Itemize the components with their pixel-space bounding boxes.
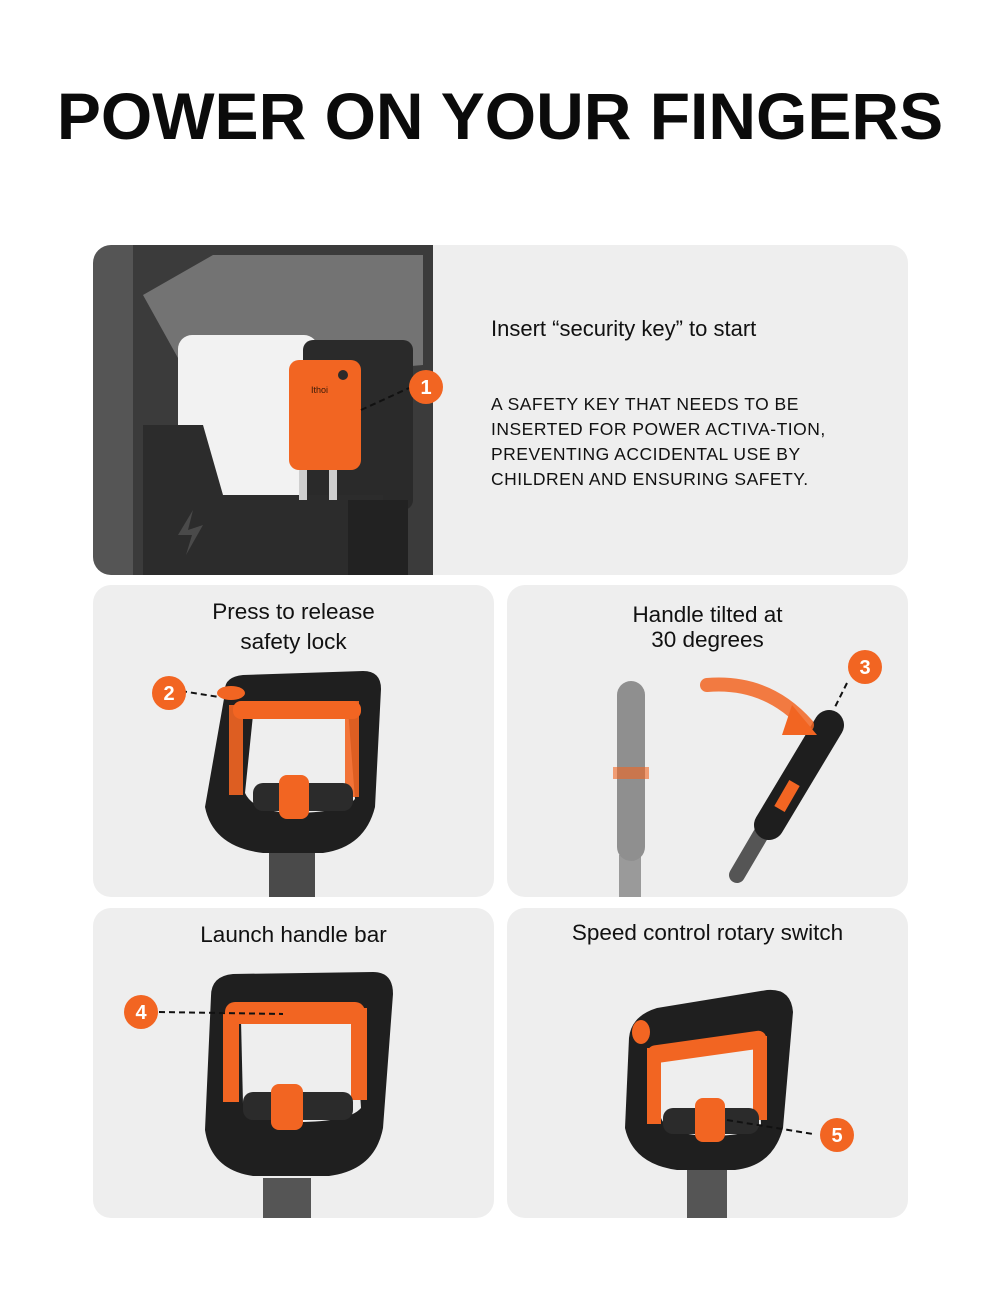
- tilted-handle-caption-1: Handle tilted at: [632, 602, 783, 627]
- handle-illustration-lock: [93, 585, 494, 897]
- safety-lock-caption-2: safety lock: [240, 629, 347, 654]
- speed-control-caption: Speed control rotary switch: [571, 920, 844, 945]
- safety-lock-card: [93, 585, 494, 897]
- launch-handle-caption: Launch handle bar: [200, 922, 387, 947]
- speed-control-card: [507, 908, 908, 1218]
- badge-4-number: 4: [135, 1002, 147, 1024]
- orange-key-shape: [289, 360, 361, 470]
- key-brand-label: Ithoi: [311, 385, 329, 395]
- page-headline: POWER ON YOUR FINGERS: [56, 79, 944, 153]
- launch-handle-card: [93, 908, 494, 1218]
- badge-3-number: 3: [859, 657, 871, 679]
- tilted-handle-caption-2: 30 degrees: [651, 627, 764, 652]
- handle-illustration-tilt: [507, 585, 908, 897]
- badge-1-number: 1: [420, 377, 432, 399]
- handle-illustration-speed: [507, 908, 908, 1218]
- security-key-title: Insert “security key” to start: [491, 316, 757, 341]
- security-key-description: A SAFETY KEY THAT NEEDS TO BE INSERTED FOR POWER ACTIVA-TION, PREVENTING ACCIDENTAL USE BY CHILDREN AND ENSURING SAFETY.: [491, 394, 826, 489]
- safety-lock-caption-1: Press to release: [212, 599, 375, 624]
- security-key-card: [93, 245, 908, 575]
- handle-illustration-launch: [93, 908, 494, 1218]
- tilted-handle-card: [507, 585, 908, 897]
- badge-5-number: 5: [831, 1125, 843, 1147]
- badge-2-number: 2: [163, 683, 175, 705]
